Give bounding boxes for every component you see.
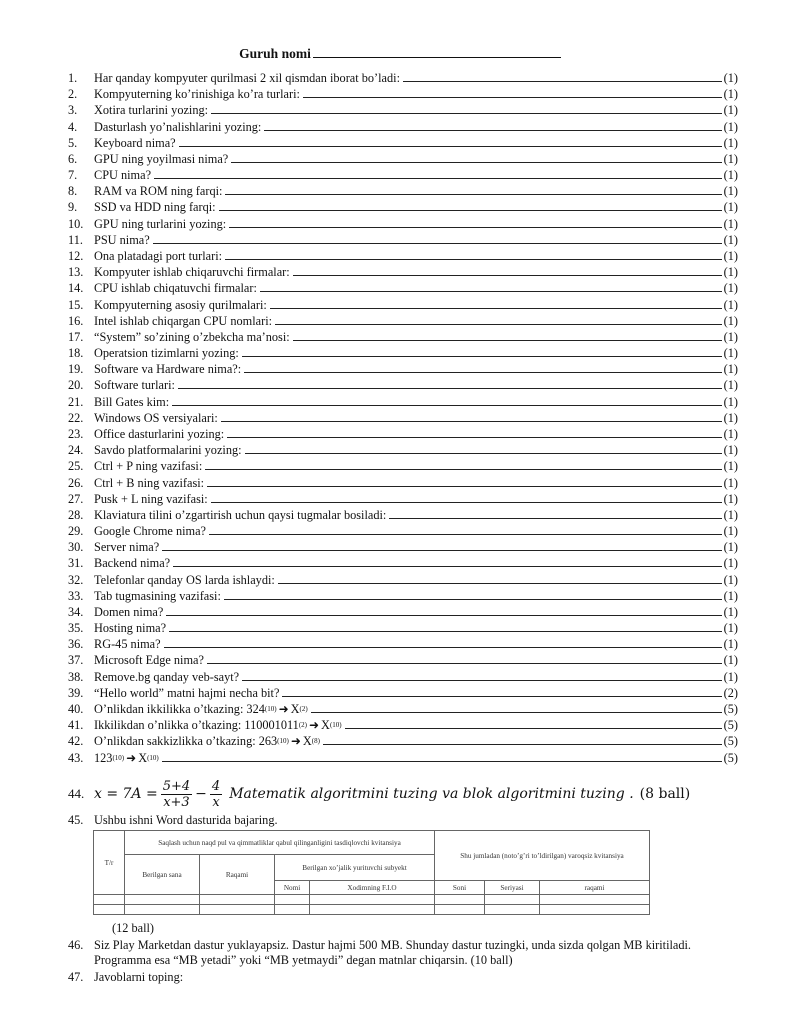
col-raqami: Raqami (200, 855, 275, 895)
question-item: 31. Backend nima? (1) (68, 556, 738, 571)
answer-blank[interactable] (172, 405, 722, 406)
question-item: 11. PSU nima? (1) (68, 232, 738, 247)
question-item: 36. RG-45 nima? (1) (68, 637, 738, 652)
answer-blank[interactable] (311, 712, 722, 713)
answer-blank[interactable] (323, 744, 722, 745)
question-item: 1. Har qanday kompyuter qurilmasi 2 xil qismdan iborat bo’ladi: (1) (68, 71, 738, 85)
answer-blank[interactable] (178, 388, 722, 389)
page-title: Guruh nomi (0, 45, 800, 62)
answer-blank[interactable] (164, 647, 722, 648)
question-item: 10. GPU ning turlarini yozing: (1) (68, 216, 738, 231)
table-row (94, 895, 650, 905)
formula: x = 7A = $\frac{5+4}{x+3}$ − $\frac{4}{x}$ Matematik algoritmini tuzing va blok algoritmini tuzing . (8 ball) (94, 778, 691, 810)
answer-blank[interactable] (173, 566, 722, 567)
question-item: 7. CPU nima? (1) (68, 168, 738, 183)
answer-blank[interactable] (209, 534, 722, 535)
col-nomi: Nomi (275, 881, 310, 895)
conversion-item: 41. Ikkilikdan o’nlikka o’tkazing: 110001011 (2) ➜ X (10) (5) (68, 718, 738, 733)
answer-blank[interactable] (153, 243, 722, 244)
group-name-blank[interactable] (313, 45, 561, 58)
col-seriyasi: Seriyasi (485, 881, 540, 895)
question-item: 8. RAM va ROM ning farqi: (1) (68, 184, 738, 199)
answer-blank[interactable] (242, 356, 722, 357)
answer-blank[interactable] (293, 275, 722, 276)
question-item: 35. Hosting nima? (1) (68, 621, 738, 636)
answer-blank[interactable] (264, 130, 721, 131)
question-item: 34. Domen nima? (1) (68, 604, 738, 619)
question-item: 3. Xotira turlarini yozing: (1) (68, 103, 738, 118)
question-item: 16. Intel ishlab chiqargan CPU nomlari: (1) (68, 313, 738, 328)
arrow-right-icon: ➜ (126, 750, 137, 765)
answer-blank[interactable] (207, 486, 722, 487)
question-46: 46. Siz Play Marketdan dastur yuklayapsiz. Dastur hajmi 500 MB. Shunday dastur tuzingki, unda sizda qolgan MB kiritiladi. Programma esa “MB yetadi” yoki “MB yetmaydi” degan matnlar chiqarsin. (10 ball) (68, 938, 691, 967)
question-item: 27. Pusk + L ning vazifasi: (1) (68, 491, 738, 506)
answer-blank[interactable] (219, 210, 722, 211)
col-raqami-2: raqami (540, 881, 650, 895)
question-item: 17. “System” so’zining o’zbekcha ma’nosi: (1) (68, 329, 738, 344)
question-item: 15. Kompyuterning asosiy qurilmalari: (1) (68, 297, 738, 312)
question-item: 29. Google Chrome nima? (1) (68, 524, 738, 539)
question-item: 39. “Hello world” matni hajmi necha bit? (2) (68, 685, 738, 700)
conversion-item: 42. O’nlikdan sakkizlikka o’tkazing: 263 (10) ➜ X (8) (5) (68, 734, 738, 749)
question-item: 9. SSD va HDD ning farqi: (1) (68, 200, 738, 215)
question-item: 26. Ctrl + B ning vazifasi: (1) (68, 475, 738, 490)
col-xodim: Xodimning F.I.O (310, 881, 435, 895)
question-45: 45. Ushbu ishni Word dasturida bajaring. (68, 813, 278, 827)
question-item: 5. Keyboard nima? (1) (68, 135, 738, 150)
question-item: 20. Software turlari: (1) (68, 378, 738, 393)
question-item: 25. Ctrl + P ning vazifasi: (1) (68, 459, 738, 474)
answer-blank[interactable] (211, 113, 722, 114)
arrow-right-icon: ➜ (290, 734, 301, 749)
question-item: 4. Dasturlash yo’nalishlarini yozing: (1) (68, 119, 738, 134)
answer-blank[interactable] (260, 291, 722, 292)
fraction-1: $\frac{5+4}{x+3}$ (162, 778, 191, 810)
conversion-item: 40. O’nlikdan ikkilikka o’tkazing: 324 (10) ➜ X (2) (5) (68, 702, 738, 716)
answer-blank[interactable] (403, 81, 722, 82)
question-item: 14. CPU ishlab chiqatuvchi firmalar: (1) (68, 281, 738, 296)
answer-blank[interactable] (227, 437, 721, 438)
question-item: 37. Microsoft Edge nima? (1) (68, 653, 738, 668)
answer-blank[interactable] (169, 631, 722, 632)
answer-blank[interactable] (278, 583, 722, 584)
question-item: 38. Remove.bg qanday veb-sayt? (1) (68, 669, 738, 684)
answer-blank[interactable] (225, 259, 722, 260)
question-item: 2. Kompyuterning ko’rinishiga ko’ra turlari: (1) (68, 87, 738, 102)
question-item: 24. Savdo platformalarini yozing: (1) (68, 443, 738, 458)
answer-blank[interactable] (270, 308, 722, 309)
table-row (94, 905, 650, 915)
receipt-table (93, 830, 650, 915)
answer-blank[interactable] (303, 97, 722, 98)
answer-blank[interactable] (293, 340, 722, 341)
header-group-2: Shu jumladan (noto’g’ri to’ldirilgan) varoqsiz kvitansiya (435, 831, 650, 881)
question-item: 22. Windows OS versiyalari: (1) (68, 410, 738, 425)
arrow-right-icon: ➜ (308, 718, 320, 733)
question-item: 12. Ona platadagi port turlari: (1) (68, 248, 738, 263)
answer-blank[interactable] (245, 453, 722, 454)
question-item: 6. GPU ning yoyilmasi nima? (1) (68, 151, 738, 166)
answer-blank[interactable] (244, 372, 722, 373)
answer-blank[interactable] (179, 146, 722, 147)
answer-blank[interactable] (154, 178, 722, 179)
answer-blank[interactable] (275, 324, 722, 325)
col-berilgan-sana: Berilgan sana (125, 855, 200, 895)
question-45-points: (12 ball) (112, 921, 155, 935)
answer-blank[interactable] (345, 728, 722, 729)
header-group-1: Saqlash uchun naqd pul va qimmatliklar qabul qilinganligini tasdiqlovchi kvitansiya (125, 831, 435, 855)
answer-blank[interactable] (242, 680, 722, 681)
answer-blank[interactable] (205, 469, 721, 470)
answer-blank[interactable] (211, 502, 722, 503)
question-item: 32. Telefonlar qanday OS larda ishlaydi: (1) (68, 572, 738, 587)
formula-question: 44. x = 7A = $\frac{5+4}{x+3}$ − $\frac{4}{x}$ Matematik algoritmini tuzing va blok algoritmini tuzing . (8 ball) (68, 778, 691, 810)
answer-blank[interactable] (224, 599, 722, 600)
answer-blank[interactable] (231, 162, 721, 163)
answer-blank[interactable] (282, 696, 721, 697)
answer-blank[interactable] (221, 421, 722, 422)
question-item: 28. Klaviatura tilini o’zgartirish uchun qaysi tugmalar bosiladi: (1) (68, 507, 738, 522)
answer-blank[interactable] (162, 761, 722, 762)
question-item: 23. Office dasturlarini yozing: (1) (68, 426, 738, 441)
answer-blank[interactable] (225, 194, 721, 195)
question-47: 47. Javoblarni toping: (68, 970, 184, 984)
arrow-right-icon: ➜ (278, 702, 289, 716)
answer-blank[interactable] (166, 615, 721, 616)
answer-blank[interactable] (389, 518, 721, 519)
question-item: 30. Server nima? (1) (68, 540, 738, 555)
question-item: 19. Software va Hardware nima?: (1) (68, 362, 738, 377)
col-subject: Berilgan xo’jalik yurituvchi subyekt (275, 855, 435, 881)
col-soni: Soni (435, 881, 485, 895)
answer-blank[interactable] (162, 550, 721, 551)
conversion-item: 43. 123 (10) ➜ X (10) (5) (68, 750, 738, 765)
question-item: 33. Tab tugmasining vazifasi: (1) (68, 588, 738, 603)
question-item: 18. Operatsion tizimlarni yozing: (1) (68, 346, 738, 361)
answer-blank[interactable] (207, 663, 722, 664)
question-item: 21. Bill Gates kim: (1) (68, 394, 738, 409)
col-tr: T/r (94, 831, 125, 895)
answer-blank[interactable] (229, 227, 721, 228)
question-item: 13. Kompyuter ishlab chiqaruvchi firmalar: (1) (68, 265, 738, 280)
fraction-2: $\frac{4}{x}$ (211, 778, 221, 810)
